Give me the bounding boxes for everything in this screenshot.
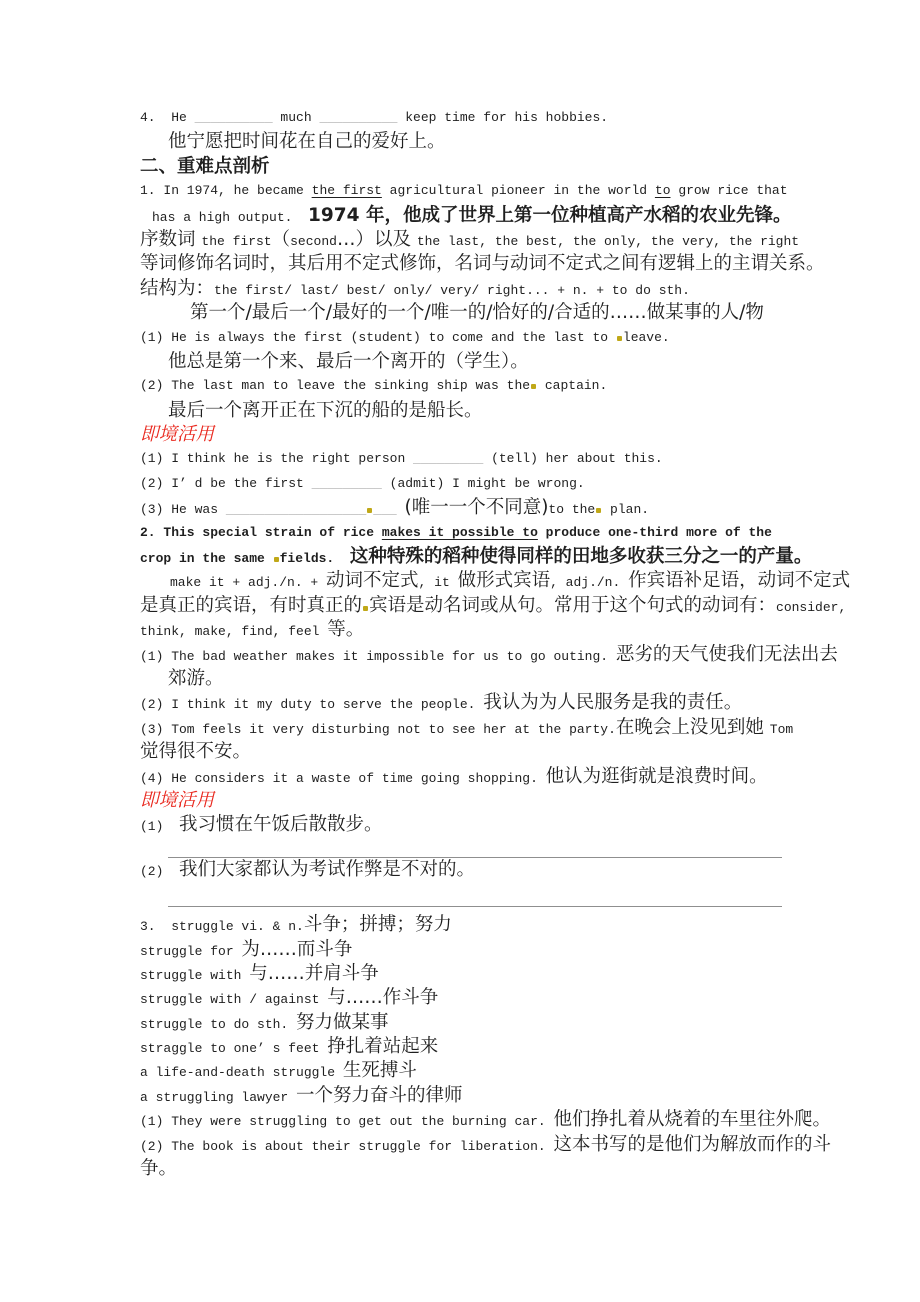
spellcheck-mark-icon [363, 606, 368, 611]
answer-line-1 [168, 838, 782, 858]
text-segment: much [272, 110, 320, 125]
point-1-structure-translation [140, 301, 920, 325]
point-2-example-1-cont [140, 667, 920, 691]
text-segment: 第一个/最后一个/最好的一个/唯一的/恰好的/合适的……做某事的人/物 [190, 302, 764, 324]
text-segment: , adj./n. [550, 575, 629, 591]
text-segment: consider, [776, 599, 847, 615]
text-segment: struggle to do sth. [140, 1016, 297, 1032]
text-segment: a struggling lawyer [140, 1089, 297, 1105]
text-segment: the first [201, 233, 272, 249]
text-segment: produce one-third more of the [537, 524, 772, 540]
point-3-phrase-5 [140, 1035, 920, 1059]
practice-2-item-1 [140, 813, 920, 837]
text-segment: 与……作斗争 [327, 987, 439, 1009]
text-segment: 1. In 1974, he became [140, 183, 312, 199]
fill-in-blank: __________ [319, 110, 398, 125]
text-segment: 他宁愿把时间花在自己的爱好上。 [168, 131, 446, 153]
text-segment: struggle with [140, 967, 250, 983]
text-segment: has a high output. [152, 209, 309, 225]
practice-1-item-1 [140, 447, 920, 471]
point-2-note-2 [140, 594, 920, 618]
point-2-example-3 [140, 716, 920, 740]
text-segment: …）以及 [336, 228, 417, 250]
text-segment: 二、重难点剖析 [140, 155, 270, 177]
spellcheck-mark-icon [367, 508, 372, 513]
point-2-example-1 [140, 643, 920, 667]
text-segment: second [290, 233, 337, 249]
text-segment: 4. He [140, 110, 195, 125]
exercise-4-translation [140, 130, 920, 154]
text-segment: 动词不定式 [326, 570, 419, 592]
text-segment: 即境活用 [140, 424, 215, 446]
text-segment: 斗争；拼搏；努力 [303, 914, 452, 936]
text-segment: 与……并肩斗争 [249, 962, 379, 984]
point-3-example-2 [140, 1133, 920, 1157]
point-3-phrase-2 [140, 962, 920, 986]
text-segment: Tom [769, 721, 794, 737]
text-segment: (3) Tom feels it very disturbing not to see her at the party. [140, 721, 616, 737]
text-segment: struggle for [140, 943, 242, 959]
text-segment: to the [548, 502, 596, 518]
text-segment: 一个努力奋斗的律师 [296, 1084, 463, 1106]
text-segment: 恶劣的天气使我们无法出去 [615, 643, 838, 665]
point-2-note-3 [140, 618, 920, 642]
point-3-example-2-cont [140, 1157, 920, 1181]
text-segment: (admit) I might be wrong. [381, 475, 585, 491]
text-segment: struggle with / against [140, 992, 328, 1008]
point-3-heading [140, 913, 920, 937]
text-segment: the first [311, 183, 382, 199]
text-segment: to [654, 183, 671, 199]
text-segment: 1974 年，他成了世界上第一位种植高产水稻的农业先锋。 [308, 204, 792, 226]
text-segment: (2) The book is about their struggle for liberation. [140, 1138, 554, 1154]
practice-label-2 [140, 789, 920, 813]
text-segment: 这本书写的是他们为解放而作的斗 [553, 1133, 831, 1155]
text-segment: 是真正的宾语，有时真正的 [140, 594, 363, 616]
spellcheck-mark-icon [531, 384, 536, 389]
point-2-note-1 [140, 569, 920, 593]
spellcheck-mark-icon [617, 336, 622, 341]
text-segment: , it [418, 575, 458, 591]
text-segment: (2) [140, 863, 180, 879]
text-segment: a life-and-death struggle [140, 1065, 343, 1081]
text-segment: the first/ last/ best/ only/ very/ right... + n. + to do sth. [214, 282, 690, 298]
point-3-example-1 [140, 1108, 920, 1132]
text-segment: 争。 [140, 1158, 178, 1180]
point-3-phrase-6 [140, 1059, 920, 1083]
text-segment: 作宾语补足语，动词不定式 [628, 570, 851, 592]
text-segment: 等。 [327, 619, 365, 641]
text-segment: 序数词 [140, 228, 202, 250]
spellcheck-mark-icon [274, 557, 279, 562]
section-2-heading [140, 155, 920, 179]
text-segment: (2) I think it my duty to serve the people. [140, 697, 484, 713]
text-segment: 我们大家都认为考试作弊是不对的。 [179, 858, 476, 880]
text-segment: 这种特殊的稻种使得同样的田地多收获三分之一的产量。 [349, 546, 813, 568]
text-segment: agricultural pioneer in the world [381, 183, 655, 199]
text-segment: 他们挣扎着从烧着的车里往外爬。 [553, 1109, 831, 1131]
text-segment: 觉得很不安。 [140, 741, 252, 763]
spellcheck-mark-icon [596, 508, 601, 513]
text-segment: leave. [622, 329, 670, 345]
point-1-sentence-2 [140, 204, 920, 228]
text-segment: (1) The bad weather makes it impossible for us to go outing. [140, 648, 616, 664]
point-1-example-2-translation [140, 399, 920, 423]
text-segment: （ [271, 228, 291, 250]
text-segment: 挣扎着站起来 [327, 1036, 439, 1058]
fill-in-blank: _________ [311, 475, 382, 491]
point-1-sentence [140, 179, 920, 203]
text-segment: 3. struggle vi. & n. [140, 919, 304, 935]
practice-1-item-3 [140, 496, 920, 520]
point-2-example-3-cont [140, 740, 920, 764]
practice-label-1 [140, 423, 920, 447]
point-3-phrase-7 [140, 1084, 920, 1108]
text-segment: keep time for his hobbies. [397, 110, 609, 125]
point-1-note-2 [140, 252, 920, 276]
text-segment: (4) He considers it a waste of time going shopping. [140, 770, 546, 786]
point-2-sentence-2 [140, 545, 920, 569]
text-segment: 即境活用 [140, 789, 215, 811]
text-segment: 我习惯在午饭后散散步。 [179, 814, 383, 836]
text-segment: (1) [140, 819, 180, 835]
point-3-phrase-3 [140, 986, 920, 1010]
text-segment: straggle to one’ s feet [140, 1041, 328, 1057]
text-segment: (2) The last man to leave the sinking ship was the [140, 378, 531, 394]
text-segment: think, make, find, feel [140, 624, 328, 640]
fill-in-blank: _________ [413, 451, 484, 467]
text-segment: 等词修饰名词时，其后用不定式修饰，名词与动词不定式之间有逻辑上的主谓关系。 [140, 253, 825, 275]
text-segment: 最后一个离开正在下沉的船的是船长。 [168, 399, 483, 421]
text-segment: (唯一一个不同意) [404, 497, 549, 519]
answer-line-2 [168, 882, 782, 907]
practice-1-item-2 [140, 472, 920, 496]
text-segment: make it + adj./n. + [170, 575, 327, 591]
point-3-phrase-4 [140, 1011, 920, 1035]
point-3-phrase-1 [140, 938, 920, 962]
text-segment: (1) He is always the first (student) to come and the last to [140, 329, 616, 345]
text-segment: 我认为为人民服务是我的责任。 [483, 692, 743, 714]
text-segment: (3) He was [140, 502, 226, 518]
text-segment: (tell) her about this. [483, 451, 663, 467]
text-segment: 郊游。 [168, 667, 224, 689]
text-segment: the last, the best, the only, the very, the right [416, 233, 800, 249]
text-segment: 他认为逛街就是浪费时间。 [545, 765, 768, 787]
point-2-sentence [140, 521, 920, 545]
text-segment: 宾语是动名词或从句。常用于这个句式的动词有： [369, 594, 777, 616]
text-segment: plan. [602, 502, 650, 518]
text-segment: (1) They were struggling to get out the burning car. [140, 1114, 554, 1130]
text-segment: 为……而斗争 [241, 938, 353, 960]
text-segment: fields. [279, 551, 350, 567]
point-1-structure [140, 277, 920, 301]
text-segment: grow rice that [670, 183, 788, 199]
text-segment: 努力做某事 [296, 1011, 389, 1033]
exercise-4-sentence [140, 106, 920, 130]
point-2-example-2 [140, 691, 920, 715]
point-2-example-4 [140, 765, 920, 789]
text-segment: crop in the same [140, 551, 273, 567]
text-segment: 他总是第一个来、最后一个离开的（学生）。 [168, 350, 529, 372]
point-1-example-2 [140, 374, 920, 398]
text-segment: (2) I’ d be the first [140, 475, 312, 491]
text-segment: (1) I think he is the right person [140, 451, 414, 467]
practice-2-item-2 [140, 858, 920, 882]
fill-in-blank: __________________ [225, 502, 367, 518]
fill-in-blank: ___ [373, 502, 397, 518]
text-segment: makes it possible to [381, 524, 538, 540]
fill-in-blank: __________ [194, 110, 273, 125]
text-segment: 做形式宾语 [457, 570, 551, 592]
text-segment: 结构为： [140, 277, 215, 299]
text-segment: 生死搏斗 [342, 1060, 417, 1082]
point-1-example-1-translation [140, 350, 920, 374]
text-segment: 在晚会上没见到她 [615, 716, 770, 738]
point-1-note-1 [140, 228, 920, 252]
text-segment: 2. This special strain of rice [140, 524, 382, 540]
text-segment: captain. [537, 378, 608, 394]
point-1-example-1 [140, 326, 920, 350]
